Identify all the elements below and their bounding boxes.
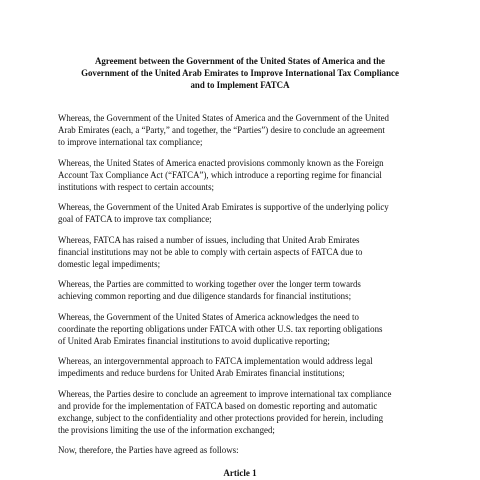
paragraph-line: Now, therefore, the Parties have agreed as follows:	[58, 445, 239, 455]
paragraph-line: Arab Emirates (each, a “Party,” and together, the “Parties”) desire to conclude an agreement	[58, 125, 385, 135]
paragraph-line: institutions with respect to certain accounts;	[58, 182, 215, 192]
title-line: and to Implement FATCA	[190, 80, 290, 90]
paragraph-line: Whereas, the Government of the United States of America and the Government of the United	[58, 113, 389, 123]
recital-paragraph-7	[58, 355, 438, 379]
paragraph-line: goal of FATCA to improve tax compliance;	[58, 214, 212, 224]
paragraph-line: achieving common reporting and due diligence standards for financial institutions;	[58, 291, 352, 301]
paragraph-line: exchange, subject to the confidentiality and other protections provided for herein, including	[58, 413, 384, 423]
paragraph-line: and provide for the implementation of FATCA based on domestic reporting and automatic	[58, 401, 378, 411]
paragraph-line: to improve international tax compliance;	[58, 137, 203, 147]
title-line: Government of the United Arab Emirates to Improve International Tax Compliance	[81, 68, 399, 78]
paragraph-line: financial institutions may not be able to comply with certain aspects of FATCA due to	[58, 247, 363, 257]
paragraph-line: the provisions limiting the use of the information exchanged;	[58, 425, 275, 435]
paragraph-line: Whereas, the Government of the United States of America acknowledges the need to	[58, 312, 359, 322]
recital-paragraph-1	[58, 112, 438, 148]
paragraph-line: domestic legal impediments;	[58, 259, 161, 269]
paragraph-line: Account Tax Compliance Act (“FATCA”), which introduce a reporting regime for financial	[58, 170, 382, 180]
paragraph-line: coordinate the reporting obligations under FATCA with other U.S. tax reporting obligations	[58, 324, 383, 334]
paragraph-line: Whereas, an intergovernmental approach to FATCA implementation would address legal	[58, 356, 373, 366]
recital-paragraph-4	[58, 234, 438, 270]
paragraph-line: Whereas, the Government of the United Arab Emirates is supportive of the underlying policy	[58, 202, 389, 212]
recital-paragraph-5	[58, 278, 438, 302]
paragraph-line: Whereas, FATCA has raised a number of issues, including that United Arab Emirates	[58, 235, 360, 245]
paragraph-line: of United Arab Emirates financial institutions to avoid duplicative reporting;	[58, 336, 330, 346]
paragraph-line: Whereas, the Parties desire to conclude an agreement to improve international tax compliance	[58, 389, 392, 399]
recital-paragraph-2	[58, 157, 438, 193]
paragraph-line: Whereas, the United States of America enacted provisions commonly known as the Foreign	[58, 158, 384, 168]
recital-paragraph-6	[58, 311, 438, 347]
agreement-title	[40, 55, 440, 91]
article-heading: Article 1	[223, 468, 257, 478]
paragraph-line: Whereas, the Parties are committed to working together over the longer term towards	[58, 279, 361, 289]
resolution-paragraph	[58, 444, 438, 456]
paragraph-line: impediments and reduce burdens for United Arab Emirates financial institutions;	[58, 368, 345, 378]
title-line: Agreement between the Government of the United States of America and the	[95, 56, 385, 66]
recital-paragraph-3	[58, 201, 438, 225]
recital-paragraph-8	[58, 388, 438, 436]
